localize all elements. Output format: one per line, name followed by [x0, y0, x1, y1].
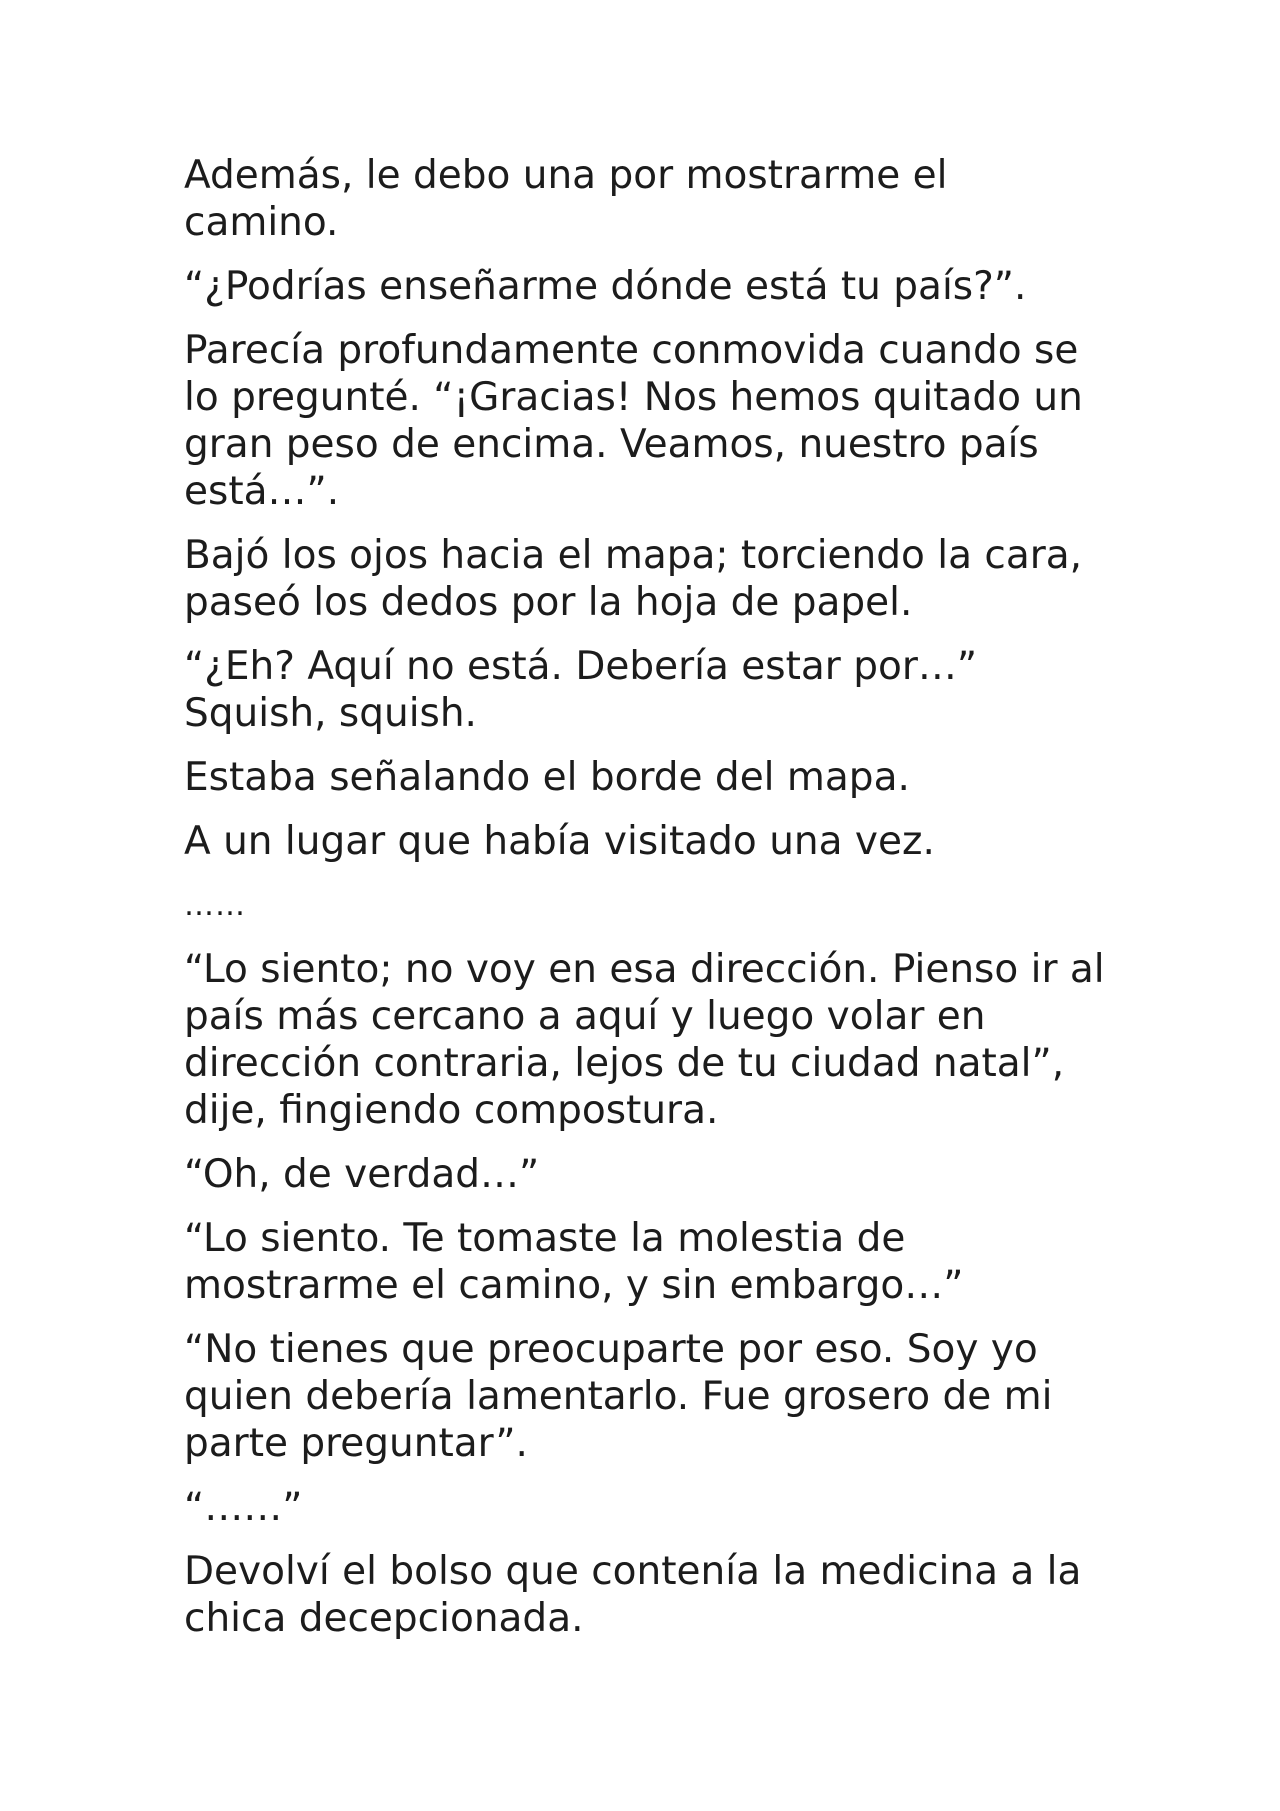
paragraph-11: “Lo siento. Te tomaste la molestia de mostrarme el camino, y sin embargo…” [184, 1216, 964, 1308]
paragraph-10: “Oh, de verdad…” [184, 1152, 540, 1197]
paragraph-7: A un lugar que había visitado una vez. [184, 819, 935, 864]
paragraph-6: Estaba señalando el borde del mapa. [184, 755, 910, 800]
paragraph-14: Devolví el bolso que contenía la medicina a la chica decepcionada. [184, 1549, 1082, 1641]
paragraph-3: Parecía profundamente conmovida cuando se lo pregunté. “¡Gracias! Nos hemos quitado un gran peso de encima. Veamos, nuestro país está…”. [184, 328, 1083, 514]
paragraph-12: “No tienes que preocuparte por eso. Soy yo quien debería lamentarlo. Fue grosero de mi parte preguntar”. [184, 1327, 1053, 1466]
paragraph-2: “¿Podrías enseñarme dónde está tu país?”. [184, 264, 1027, 309]
body-text [184, 152, 1114, 1659]
paragraph-5: “¿Eh? Aquí no está. Debería estar por…” Squish, squish. [184, 644, 978, 736]
paragraph-9: “Lo siento; no voy en esa dirección. Pienso ir al país más cercano a aquí y luego volar en dirección contraria, lejos de tu ciudad natal”, dije, fingiendo compostura. [184, 947, 1105, 1133]
paragraph-13: “……” [184, 1485, 303, 1530]
paragraph-4: Bajó los ojos hacia el mapa; torciendo la cara, paseó los dedos por la hoja de papel. [184, 533, 1083, 625]
paragraph-1: Además, le debo una por mostrarme el camino. [184, 153, 948, 245]
scene-separator: …… [184, 888, 246, 923]
